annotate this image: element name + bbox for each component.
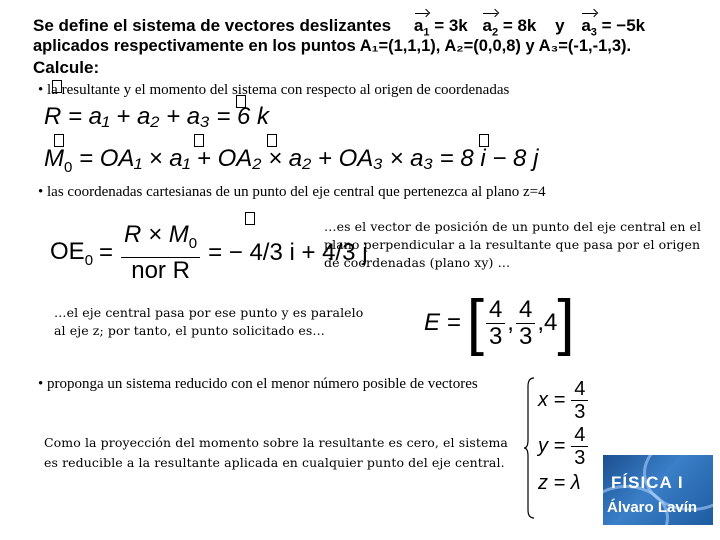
equation-oe0: $OE_0$ = $\frac{R \times M_0}{\text{nor R}}$ = − 4/3 i + 4/3 j [50, 221, 368, 284]
system-brace [524, 376, 536, 520]
conjunction-y: y [555, 16, 565, 35]
vector-a2: $a_2$ [482, 16, 498, 42]
system-z: z = λ [538, 472, 581, 494]
note-central-axis: …el eje central pasa por ese punto y es paralelo al eje z; por tanto, el punto solicitado es… [54, 305, 364, 338]
fraction-E-y: $\frac{4}{3}$ [516, 297, 535, 350]
equation-moment: $M_0 = OA_1 \times a_1 + OA_2 \times a_2 + OA_3 \times a_3 = 8$ i − 8 j [44, 145, 539, 176]
system-y: y = $\frac{4}{3}$ [538, 424, 590, 469]
header-line-2: aplicados respectivamente en los puntos A₁=(1,1,1), A₂=(0,0,8) y A₃=(-1,-1,3). [33, 37, 632, 55]
a2-value: = 8k [502, 16, 537, 35]
header-intro-text: Se define el sistema de vectores deslizantes [33, 16, 392, 35]
bullet-central-axis: • las coordenadas cartesianas de un punto del eje central que pertenezca al plano z=4 [38, 184, 546, 200]
vector-a3: $a_3$ [581, 16, 597, 42]
equation-resultant: R = a₁ + a₂ + a₃ = 6 k [44, 103, 270, 130]
fraction-E-x: $\frac{4}{3}$ [486, 297, 505, 350]
right-bracket: ] [557, 288, 575, 357]
a3-value: = −5k [601, 16, 646, 35]
logo-author: Álvaro Lavín [607, 499, 698, 516]
fraction-r-cross-m: $\frac{R \times M_0}{\text{nor R}}$ [121, 222, 200, 284]
equation-point-E: E = [ $\frac{4}{3}$ , $\frac{4}{3}$ , 4 ] [424, 288, 575, 357]
system-x: x = $\frac{4}{3}$ [538, 378, 590, 423]
vector-a1: $a_1$ [414, 16, 430, 42]
note-position-vector: …es el vector de posición de un punto del eje central en el plano perpendicular a la resultante que pasa por el origen de coordenadas (plano xy) … [324, 219, 702, 270]
note-reducible: Como la proyección del momento sobre la resultante es cero, el sistema es reducible a la resultante aplicada en cualquier punto del eje central. [44, 435, 508, 470]
bullet-reduced-system: • proponga un sistema reducido con el menor número posible de vectores [38, 376, 478, 392]
left-bracket: [ [466, 288, 484, 357]
bullet-resultant-moment: • la resultante y el momento del sistema con respecto al origen de coordenadas [38, 82, 510, 98]
header-line-3: Calcule: [33, 58, 100, 77]
fisica-logo [603, 455, 713, 525]
a1-value: = 3k [434, 16, 468, 35]
logo-title: FÍSICA I [611, 473, 684, 492]
